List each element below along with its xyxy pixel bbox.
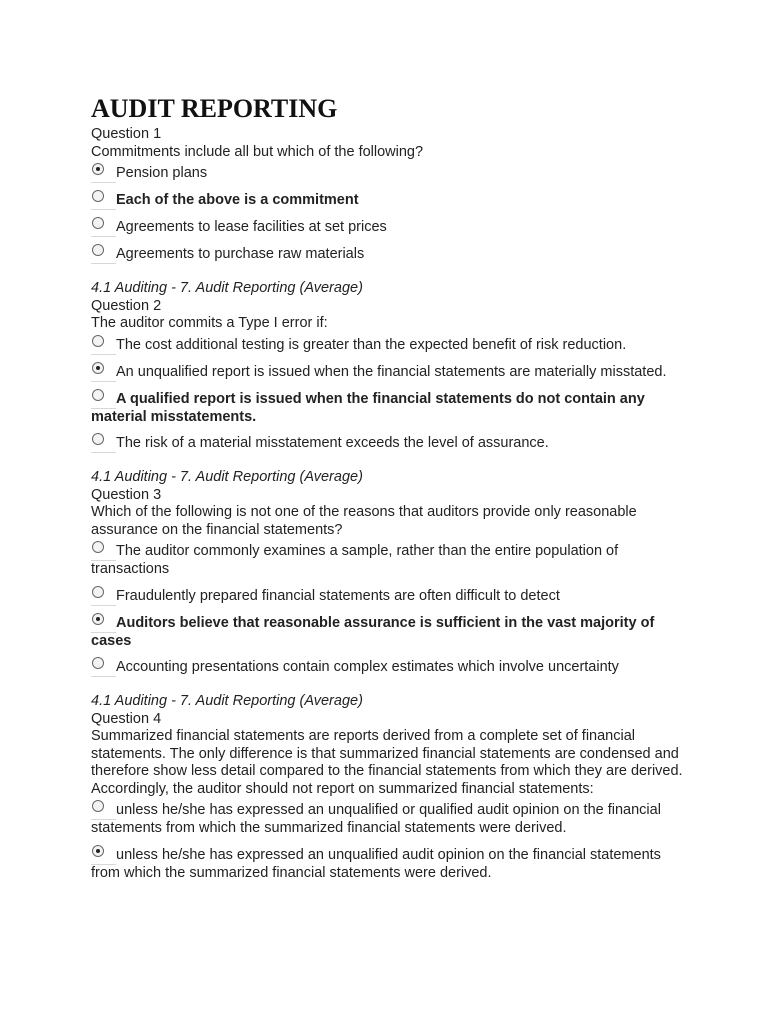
question-label: Question 1 [91,126,162,142]
answer-radio[interactable] [91,246,116,264]
answer-option-text: unless he/she has expressed an unqualified audit opinion on the financial statements from which the summarized financial statements were derived. [91,846,661,881]
answer-option[interactable] [91,615,691,651]
radio-unselected-icon [92,190,104,202]
answer-option-text: A qualified report is issued when the financial statements do not contain any material misstatements. [91,390,645,425]
radio-unselected-icon [92,541,104,553]
answer-option-text: An unqualified report is issued when the financial statements are materially misstated. [116,363,667,380]
radio-dot-icon [96,617,100,621]
radio-selected-icon [92,362,104,374]
question-category: 4.1 Auditing - 7. Audit Reporting (Average) [91,693,363,709]
radio-unselected-icon [92,657,104,669]
answer-option[interactable] [91,192,691,210]
radio-dot-icon [96,167,100,171]
radio-unselected-icon [92,433,104,445]
question-block [91,126,691,264]
answer-radio[interactable] [91,847,116,865]
question-block [91,469,691,677]
answer-option[interactable] [91,337,691,355]
answer-option-text: unless he/she has expressed an unqualified or qualified audit opinion on the financial statements from which the summarized financial statements were derived. [91,802,661,836]
answer-option-text: The auditor commonly examines a sample, rather than the entire population of transactions [91,543,619,577]
answer-option-text: The cost additional testing is greater than the expected benefit of risk reduction. [116,336,627,353]
answer-radio[interactable] [91,165,116,183]
question-list [91,126,691,882]
question-block [91,693,691,882]
radio-unselected-icon [92,800,104,812]
answer-radio[interactable] [91,543,116,561]
answer-radio[interactable] [91,802,116,820]
answer-option[interactable] [91,802,691,838]
page-title: AUDIT REPORTING [91,94,338,123]
answer-radio[interactable] [91,588,116,606]
radio-selected-icon [92,163,104,175]
radio-unselected-icon [92,389,104,401]
answer-radio[interactable] [91,615,116,633]
answer-option[interactable] [91,165,691,183]
radio-selected-icon [92,613,104,625]
answer-option[interactable] [91,847,691,883]
answer-option[interactable] [91,391,691,427]
radio-unselected-icon [92,586,104,598]
answer-option-text: Pension plans [116,165,208,181]
answer-option[interactable] [91,435,691,453]
question-category: 4.1 Auditing - 7. Audit Reporting (Average) [91,469,363,485]
question-label: Question 4 [91,710,162,727]
answer-option[interactable] [91,246,691,264]
question-block [91,280,691,453]
answer-option-text: Fraudulently prepared financial statements are often difficult to detect [116,587,560,604]
answer-radio[interactable] [91,337,116,355]
answer-option-text: Agreements to lease facilities at set prices [116,219,387,235]
answer-option-text: Each of the above is a commitment [116,192,359,208]
question-text: The auditor commits a Type I error if: [91,315,328,331]
answer-option-text: Auditors believe that reasonable assurance is sufficient in the vast majority of cases [91,614,655,649]
answer-radio[interactable] [91,659,116,677]
radio-dot-icon [96,366,100,370]
radio-dot-icon [96,849,100,853]
answer-option[interactable] [91,219,691,237]
answer-option[interactable] [91,543,691,579]
question-text: Summarized financial statements are reports derived from a complete set of financial statements. The only difference is that summarized financial statements are condensed and therefore show less detail compared to the financial statements from which they are derived. Accordingly, the auditor should not report on summarized financial statements: [91,728,683,797]
question-text: Which of the following is not one of the reasons that auditors provide only reasonable assurance on the financial statements? [91,504,637,538]
answer-radio[interactable] [91,391,116,409]
question-label: Question 2 [91,297,162,314]
question-text: Commitments include all but which of the following? [91,143,424,160]
radio-unselected-icon [92,217,104,229]
answer-option-text: Agreements to purchase raw materials [116,246,365,262]
answer-radio[interactable] [91,219,116,237]
radio-selected-icon [92,845,104,857]
answer-option-text: The risk of a material misstatement exceeds the level of assurance. [116,435,549,451]
answer-option-text: Accounting presentations contain complex estimates which involve uncertainty [116,659,619,675]
answer-radio[interactable] [91,364,116,382]
answer-radio[interactable] [91,435,116,453]
question-label: Question 3 [91,486,162,503]
question-category: 4.1 Auditing - 7. Audit Reporting (Average) [91,280,363,296]
answer-option[interactable] [91,588,691,606]
radio-unselected-icon [92,335,104,347]
document-page [91,92,691,882]
answer-radio[interactable] [91,192,116,210]
answer-option[interactable] [91,659,691,677]
radio-unselected-icon [92,244,104,256]
answer-option[interactable] [91,364,691,382]
